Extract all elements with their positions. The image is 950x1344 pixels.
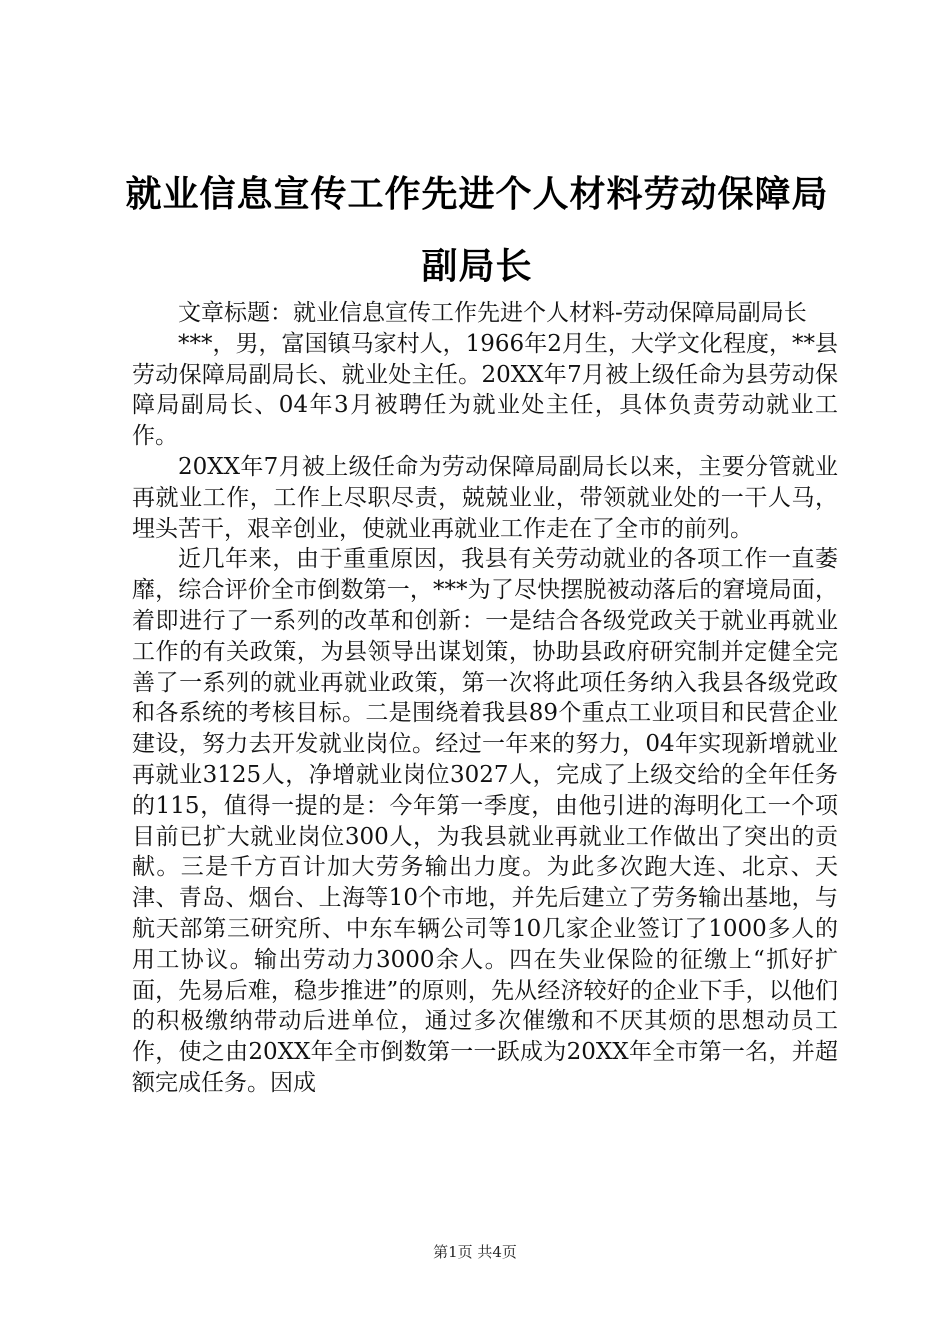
paragraph-bio: ***，男，富国镇马家村人，1966年2月生，大学文化程度，**县劳动保障局副局长、就业处主任。20XX年7月被上级任命为县劳动保障局副局长、04年3月被聘任为就业处主任，具体负责劳动就业工作。 [132,330,838,450]
document-title: 就业信息宣传工作先进个人材料劳动保障局副局长 [125,173,829,287]
page-footer [0,1242,950,1262]
paragraph-achievements: 近几年来，由于重重原因，我县有关劳动就业的各项工作一直萎靡，综合评价全市倒数第一，***为了尽快摆脱被动落后的窘境局面，着即进行了一系列的改革和创新：一是结合各级党政关于就业再就业工作的有关政策，为县领导出谋划策，协助县政府研究制并定健全完善了一系列的就业再就业政策，第一次将此项任务纳入我县各级党政和各系统的考核目标。二是围绕着我县89个重点工业项目和民营企业建设，努力去开发就业岗位。经过一年来的努力，04年实现新增就业再就业3125人，净增就业岗位3027人，完成了上级交给的全年任务的115，值得一提的是：今年第一季度，由他引进的海明化工一个项目前已扩大就业岗位300人，为我县就业再就业工作做出了突出的贡献。三是千方百计加大劳务输出力度。为此多次跑大连、北京、天津、青岛、烟台、上海等10个市地，并先后建立了劳务输出基地，与航天部第三研究所、中东车辆公司等10几家企业签订了1000多人的用工协议。输出劳动力3000余人。四在失业保险的征缴上“抓好扩面，先易后难，稳步推进”的原则，先从经济较好的企业下手，以他们的积极缴纳带动后进单位，通过多次催缴和不厌其烦的思想动员工作，使之由20XX年全市倒数第一一跃成为20XX年全市第一名，并超额完成任务。因成 [132,546,838,1096]
document-body [132,298,838,1099]
paragraph-article-title: 文章标题：就业信息宣传工作先进个人材料-劳动保障局副局长 [178,300,807,326]
page-total: 共4页 [477,1243,517,1261]
paragraph-appointment: 20XX年7月被上级任命为劳动保障局副局长以来，主要分管就业再就业工作，工作上尽职尽责，兢兢业业，带领就业处的一干人马，埋头苦干，艰辛创业，使就业再就业工作走在了全市的前列。 [132,453,838,542]
page-number: 第1页 [433,1243,473,1261]
